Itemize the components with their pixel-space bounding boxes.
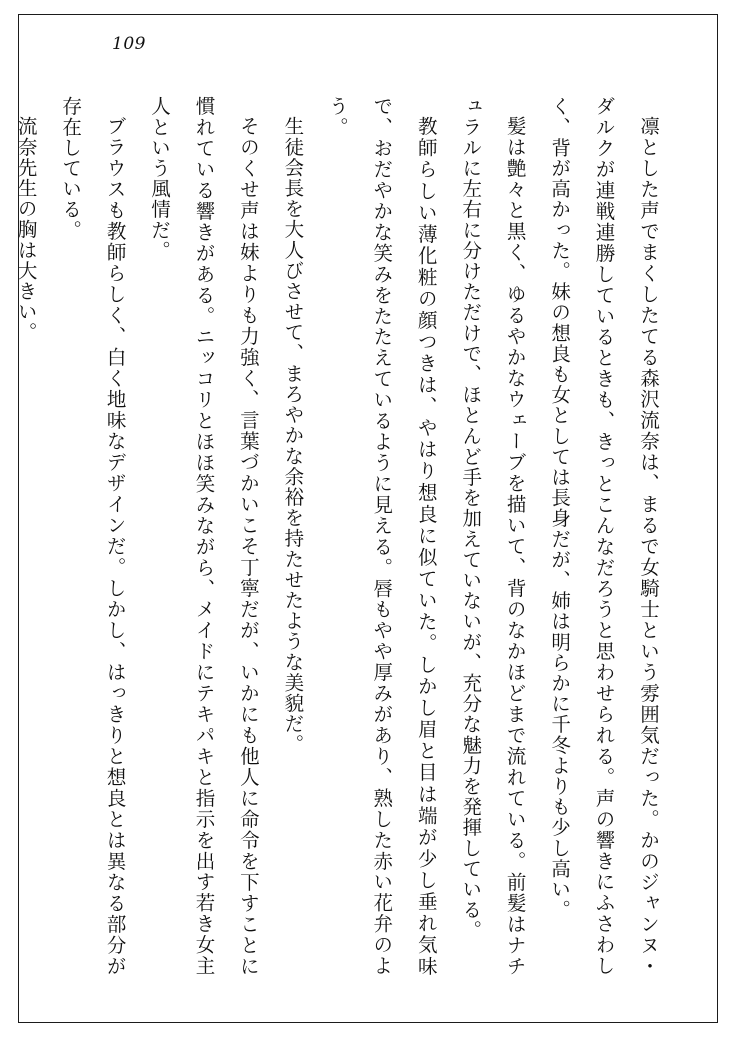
paragraph: そのくせ声は妹よりも力強く、言葉づかいこそ丁寧だが、いかにも他人に命令を下すことに慣れている響きがある。ニッコリとほほ笑みながら、メイドにテキパキと指示を出す若き女主人という風情だ。: [148, 96, 260, 976]
page-number: 109: [112, 34, 146, 54]
paragraph: 流奈先生の胸は大きい。: [14, 115, 38, 343]
paragraph: 髪は艶々と黒く、ゆるやかなウェーブを描いて、背のなかほどまで流れている。前髪はナチュラルに左右に分けただけで、ほとんど手を加えていないが、充分な魅力を発揮している。: [459, 96, 527, 976]
page-body-text: [14, 96, 670, 976]
paragraph: 生徒会長を大人びさせて、まろやかな余裕を持たせたような美貌だ。: [281, 115, 305, 755]
paragraph: 教師らしい薄化粧の顔つきは、やはり想良に似ていた。しかし眉と目は端が少し垂れ気味で、おだやかな笑みをたたえているように見える。唇もやや厚みがあり、熟した赤い花弁のよう。: [325, 96, 438, 976]
paragraph: 凛とした声でまくしたてる森沢流奈は、まるで女騎士という雰囲気だった。かのジャンヌ・ダルクが連戦連勝しているときも、きっとこんなだろうと思わせられる。声の響きにふさわしく、背が高かった。妹の想良も女としては長身だが、姉は明らかに千冬よりも少し高い。: [548, 96, 660, 976]
paragraph: ブラウスも教師らしく、白く地味なデザインだ。しかし、はっきりと想良とは異なる部分が存在している。: [59, 96, 127, 976]
